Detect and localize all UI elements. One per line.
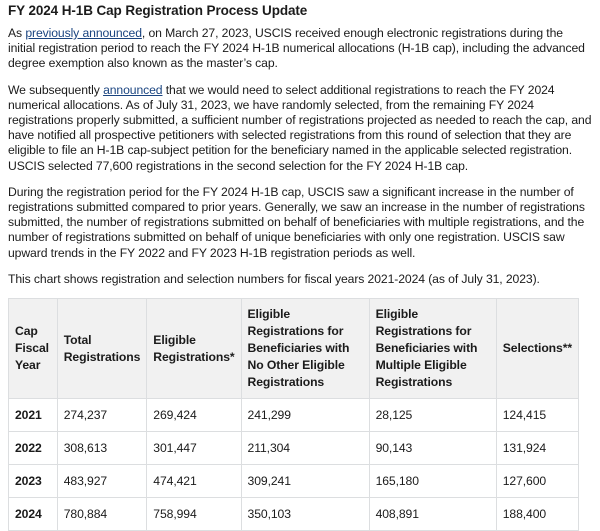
cell-multiple-eligible: 90,143 [369,432,496,465]
table-row [9,399,579,432]
cell-selections: 131,924 [496,432,578,465]
cell-no-other-eligible: 211,304 [241,432,369,465]
cell-year: 2022 [9,432,58,465]
paragraph-1-text: , on March 27, 2023, USCIS received enough electronic registrations during the initial registration period to reach the FY 2024 H-1B numerical allocations (H-1B cap), including the advanced degree exemption also known as the master’s cap. [8,26,585,71]
cell-multiple-eligible: 28,125 [369,399,496,432]
paragraph-chart-intro: This chart shows registration and selection numbers for fiscal years 2021-2024 (as of July 31, 2023). [8,271,540,286]
header-no-other-eligible: Eligible Registrations for Beneficiaries with No Other Eligible Registrations [241,299,369,399]
paragraph-2-text: that we would need to select additional registrations to reach the FY 2024 numerical allocations. As of July 31, 2023, we have randomly selected, from the remaining FY 2024 registrations properly submitted, a sufficient number of registrations projected as needed to reach the cap, and have notified all prospective petitioners with selected registrations from this round of selection that they are eligible to file an H-1B cap-subject petition for the beneficiary named in the applicable selected registration. USCIS selected 77,600 registrations in the second selection for the FY 2024 H-1B cap. [8,82,592,173]
header-total-registrations: Total Registrations [57,299,147,399]
previously-announced-link[interactable]: previously announced [25,26,142,40]
table-header-row [9,299,579,399]
registration-table [8,298,579,531]
cell-eligible-registrations: 758,994 [147,498,241,531]
paragraph-registration-trends: During the registration period for the FY 2024 H-1B cap, USCIS saw a significant increase in the number of registrations submitted compared to prior years. Generally, we saw an increase in the number of registrations submitted, the number of registrations submitted on behalf of beneficiaries with multiple registrations, and the number of registrations submitted on behalf of unique beneficiaries with only one registration. USCIS saw upward trends in the FY 2022 and FY 2023 H-1B registration periods as well. [8,184,585,260]
header-cap-fiscal-year: Cap Fiscal Year [9,299,58,399]
cell-no-other-eligible: 241,299 [241,399,369,432]
cell-eligible-registrations: 474,421 [147,465,241,498]
cell-multiple-eligible: 408,891 [369,498,496,531]
cell-no-other-eligible: 309,241 [241,465,369,498]
announced-link[interactable]: announced [103,82,163,97]
cell-total-registrations: 780,884 [57,498,147,531]
cell-total-registrations: 274,237 [57,399,147,432]
cell-total-registrations: 308,613 [57,432,147,465]
cell-no-other-eligible: 350,103 [241,498,369,531]
paragraph-2-prefix: We subsequently [8,82,104,97]
cell-eligible-registrations: 301,447 [147,432,241,465]
table-row [9,465,579,498]
page-title: FY 2024 H-1B Cap Registration Process Update [8,3,308,18]
header-multiple-eligible: Eligible Registrations for Beneficiaries with Multiple Eligible Registrations [369,299,496,399]
cell-year: 2024 [9,498,58,531]
cell-year: 2021 [9,399,58,432]
cell-selections: 124,415 [496,399,578,432]
table-row [9,432,579,465]
paragraph-1-prefix: As [8,26,26,40]
header-selections: Selections** [496,299,578,399]
paragraph-second-selection [8,83,592,174]
cell-year: 2023 [9,465,58,498]
cell-selections: 127,600 [496,465,578,498]
cell-selections: 188,400 [496,498,578,531]
table-row [9,498,579,531]
header-eligible-registrations: Eligible Registrations* [147,299,241,399]
cell-eligible-registrations: 269,424 [147,399,241,432]
cell-multiple-eligible: 165,180 [369,465,496,498]
cell-total-registrations: 483,927 [57,465,147,498]
paragraph-initial-announcement [8,26,592,72]
